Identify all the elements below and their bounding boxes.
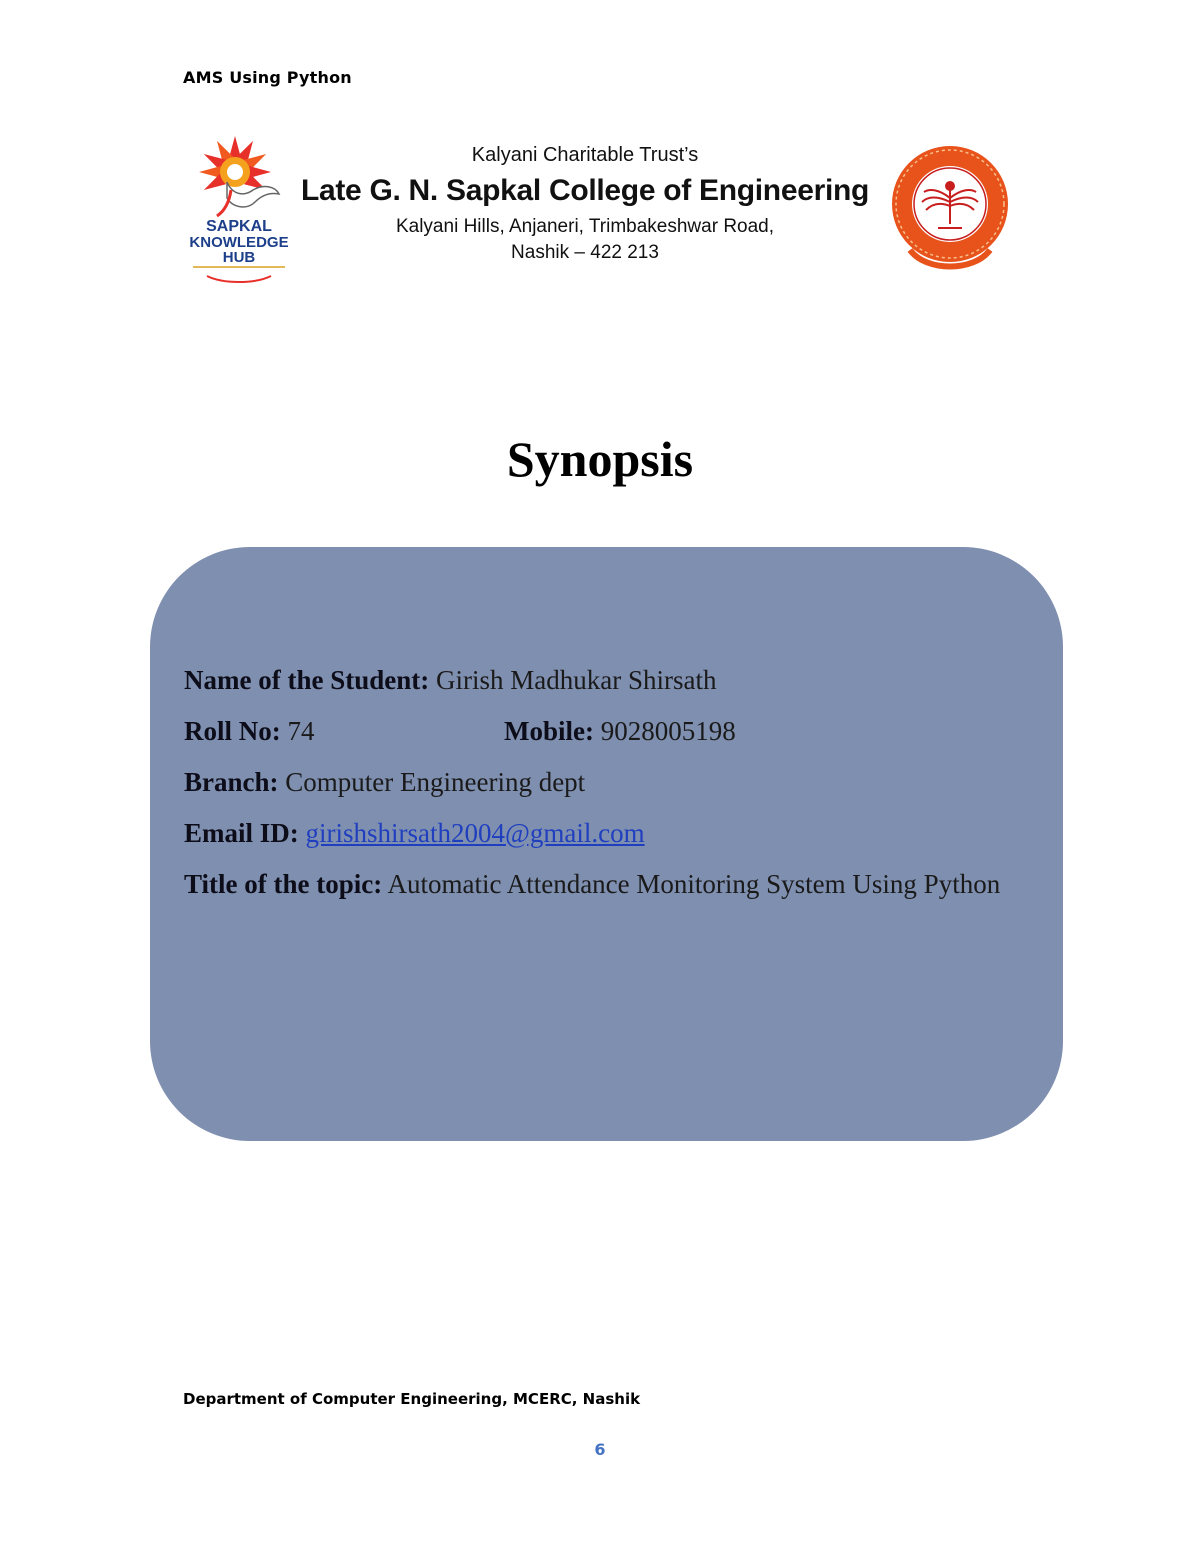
logo-line-sapkal: SAPKAL: [206, 218, 272, 235]
address-line-2: Nashik – 422 213: [511, 242, 659, 263]
roll-value: 74: [287, 716, 315, 746]
letterhead: [0, 130, 1200, 290]
logo-line-knowledge: KNOWLEDGE: [189, 234, 289, 251]
topic-row: [184, 866, 1016, 903]
topic-value: Automatic Attendance Monitoring System Using Python: [387, 869, 1001, 899]
mobile-field: [504, 718, 736, 745]
roll-mobile-row: [184, 718, 1016, 745]
page-title: Synopsis: [506, 431, 694, 487]
college-seal-logo: [886, 132, 1014, 278]
trust-name: Kalyani Charitable Trust’s: [471, 144, 699, 166]
email-link[interactable]: girishshirsath2004@gmail.com: [305, 818, 645, 848]
running-header: AMS Using Python: [183, 68, 352, 87]
college-name: Late G. N. Sapkal College of Engineering: [300, 174, 870, 207]
mobile-value: 9028005198: [600, 716, 736, 746]
student-info: [184, 667, 1016, 927]
student-name-row: [184, 667, 1016, 694]
branch-label: Branch:: [184, 767, 279, 797]
branch-row: [184, 769, 1016, 796]
student-info-card: [150, 547, 1063, 1141]
sapkal-knowledge-hub-logo: [183, 130, 295, 288]
address-line-1: Kalyani Hills, Anjaneri, Trimbakeshwar Road,: [395, 216, 775, 237]
student-name-label: Name of the Student:: [184, 665, 430, 695]
logo-line-hub: HUB: [222, 249, 256, 266]
student-name-value: Girish Madhukar Shirsath: [435, 665, 717, 695]
topic-label: Title of the topic:: [184, 869, 383, 899]
mobile-label: Mobile:: [504, 716, 594, 746]
email-label: Email ID:: [184, 818, 299, 848]
branch-value: Computer Engineering dept: [285, 767, 586, 797]
roll-label: Roll No:: [184, 716, 281, 746]
flame-icon: [199, 136, 279, 216]
page-number: 6: [594, 1440, 606, 1459]
email-row: [184, 820, 1016, 847]
footer-department: Department of Computer Engineering, MCERC, Nashik: [183, 1390, 641, 1408]
